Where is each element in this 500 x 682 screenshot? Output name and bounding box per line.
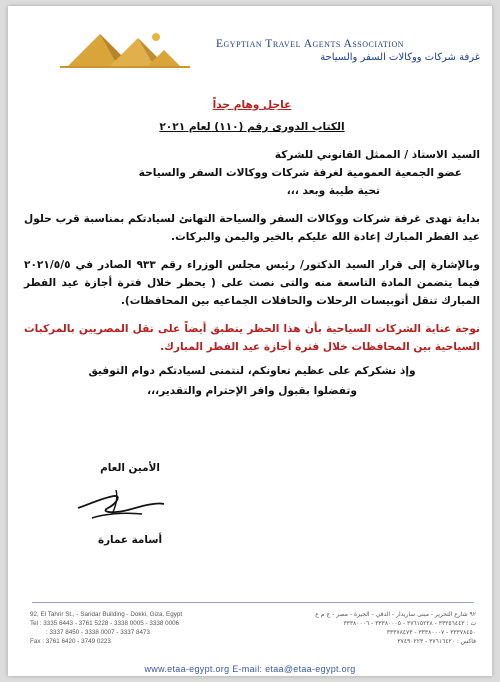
signatory-name: أسامة عمارة: [97, 534, 163, 546]
footer-tel-arabic: ت : ٣٣٣٥٦٤٤٣ - ٣٧٦١٥٢٢٨ - ٣٣٣٨٠٠٠٥ - ٣٣٣٨٠٠٠٦: [343, 620, 476, 627]
paragraph-decree: وبالإشارة إلى قرار السيد الدكتور/ رئيس مجلس الوزراء رقم ٩٣٣ الصادر في ٢٠٢١/٥/٥ فيما يتضمن المادة التاسعة منه والتى نصت على ( يحظر خلال فترة أجازة عيد الفطر المبارك تنقل أتوبيسات الرحلات والحافلات الجماعيه بين المحافظات).: [24, 259, 480, 307]
paragraph-congratulations: بداية تهدى غرفة شركات ووكالات السفر والسياحة التهانئ لسيادتكم بمناسبة قرب حلول عيد الفطر المبارك إعادة الله عليكم بالخير واليمن والبركات.: [24, 213, 480, 243]
closing-thanks: وإذ نشكركم على عظيم تعاونكم، لنتمنى لسيادتكم دوام التوفيق: [88, 365, 416, 377]
paragraph-ban-notice: نوجة عناية الشركات السياحية بأن هذا الحظر ينطبق أيضاً على نقل المصريين بالمركبات السياحية بين المحافظات خلال فترة أجازة عيد الفطر المبارك.: [24, 323, 480, 353]
closing-regards: وتفضلوا بقبول وافر الإحترام والتقدير،،،: [147, 385, 357, 397]
footer-address: 92, El Tahrir St., - Saridar Building - Dokki, Giza, Egypt: [30, 611, 183, 618]
org-name-arabic: غرفة شركات ووكالات السفر والسياحة: [320, 52, 480, 63]
footer-tel: Tel : 3335 6443 - 3761 5228 - 3338 0005 - 3338 0006: [30, 620, 180, 627]
footer-fax-arabic: فاكس : ٣٧٦١٦٤٢٠ - ٣٧٤٩٠٢٢٣: [397, 638, 476, 645]
handwritten-signature-icon: [72, 484, 168, 528]
footer-tel-2: : 3337 8450 - 3338 0007 - 3337 8473: [46, 629, 150, 636]
footer-divider: [32, 602, 474, 603]
footer-contact-arabic: [256, 610, 476, 646]
pyramids-logo-icon: [60, 28, 190, 68]
footer-address-arabic: ٩٢ شارع التحرير - مبنى ساريدار - الدقي - الجيزة - مصر - ج م ع: [315, 611, 476, 618]
addressee-line-2: عضو الجمعية العمومية لغرفة شركات ووكالات السفر والسياحة: [138, 167, 462, 179]
addressee-line-1: السيد الاستاذ / الممثل القانوني للشركة: [274, 149, 480, 161]
letter-page: [8, 6, 492, 676]
website-email[interactable]: www.etaa-egypt.org E-mail: etaa@etaa-egypt.org: [144, 664, 356, 674]
org-name-english: Egyptian Travel Agents Association: [216, 38, 404, 50]
footer-tel-arabic-2: ٣٣٣٧٨٤٥٠ - ٣٣٣٨٠٠٠٧ - ٣٣٣٧٨٤٧٣: [386, 629, 476, 636]
urgent-label: عاجل وهام جداً: [212, 99, 292, 111]
signatory-title: الأمين العام: [100, 462, 160, 474]
greeting: تحية طيبة وبعد ،،،: [286, 185, 380, 197]
footer-fax: Fax : 3761 6420 - 3749 0223: [30, 638, 111, 645]
letter-body: [24, 96, 480, 400]
reference-number: الكتاب الدورى رقم (١١٠) لعام ٢٠٢١: [159, 121, 345, 133]
footer-contact-english: [30, 610, 230, 646]
